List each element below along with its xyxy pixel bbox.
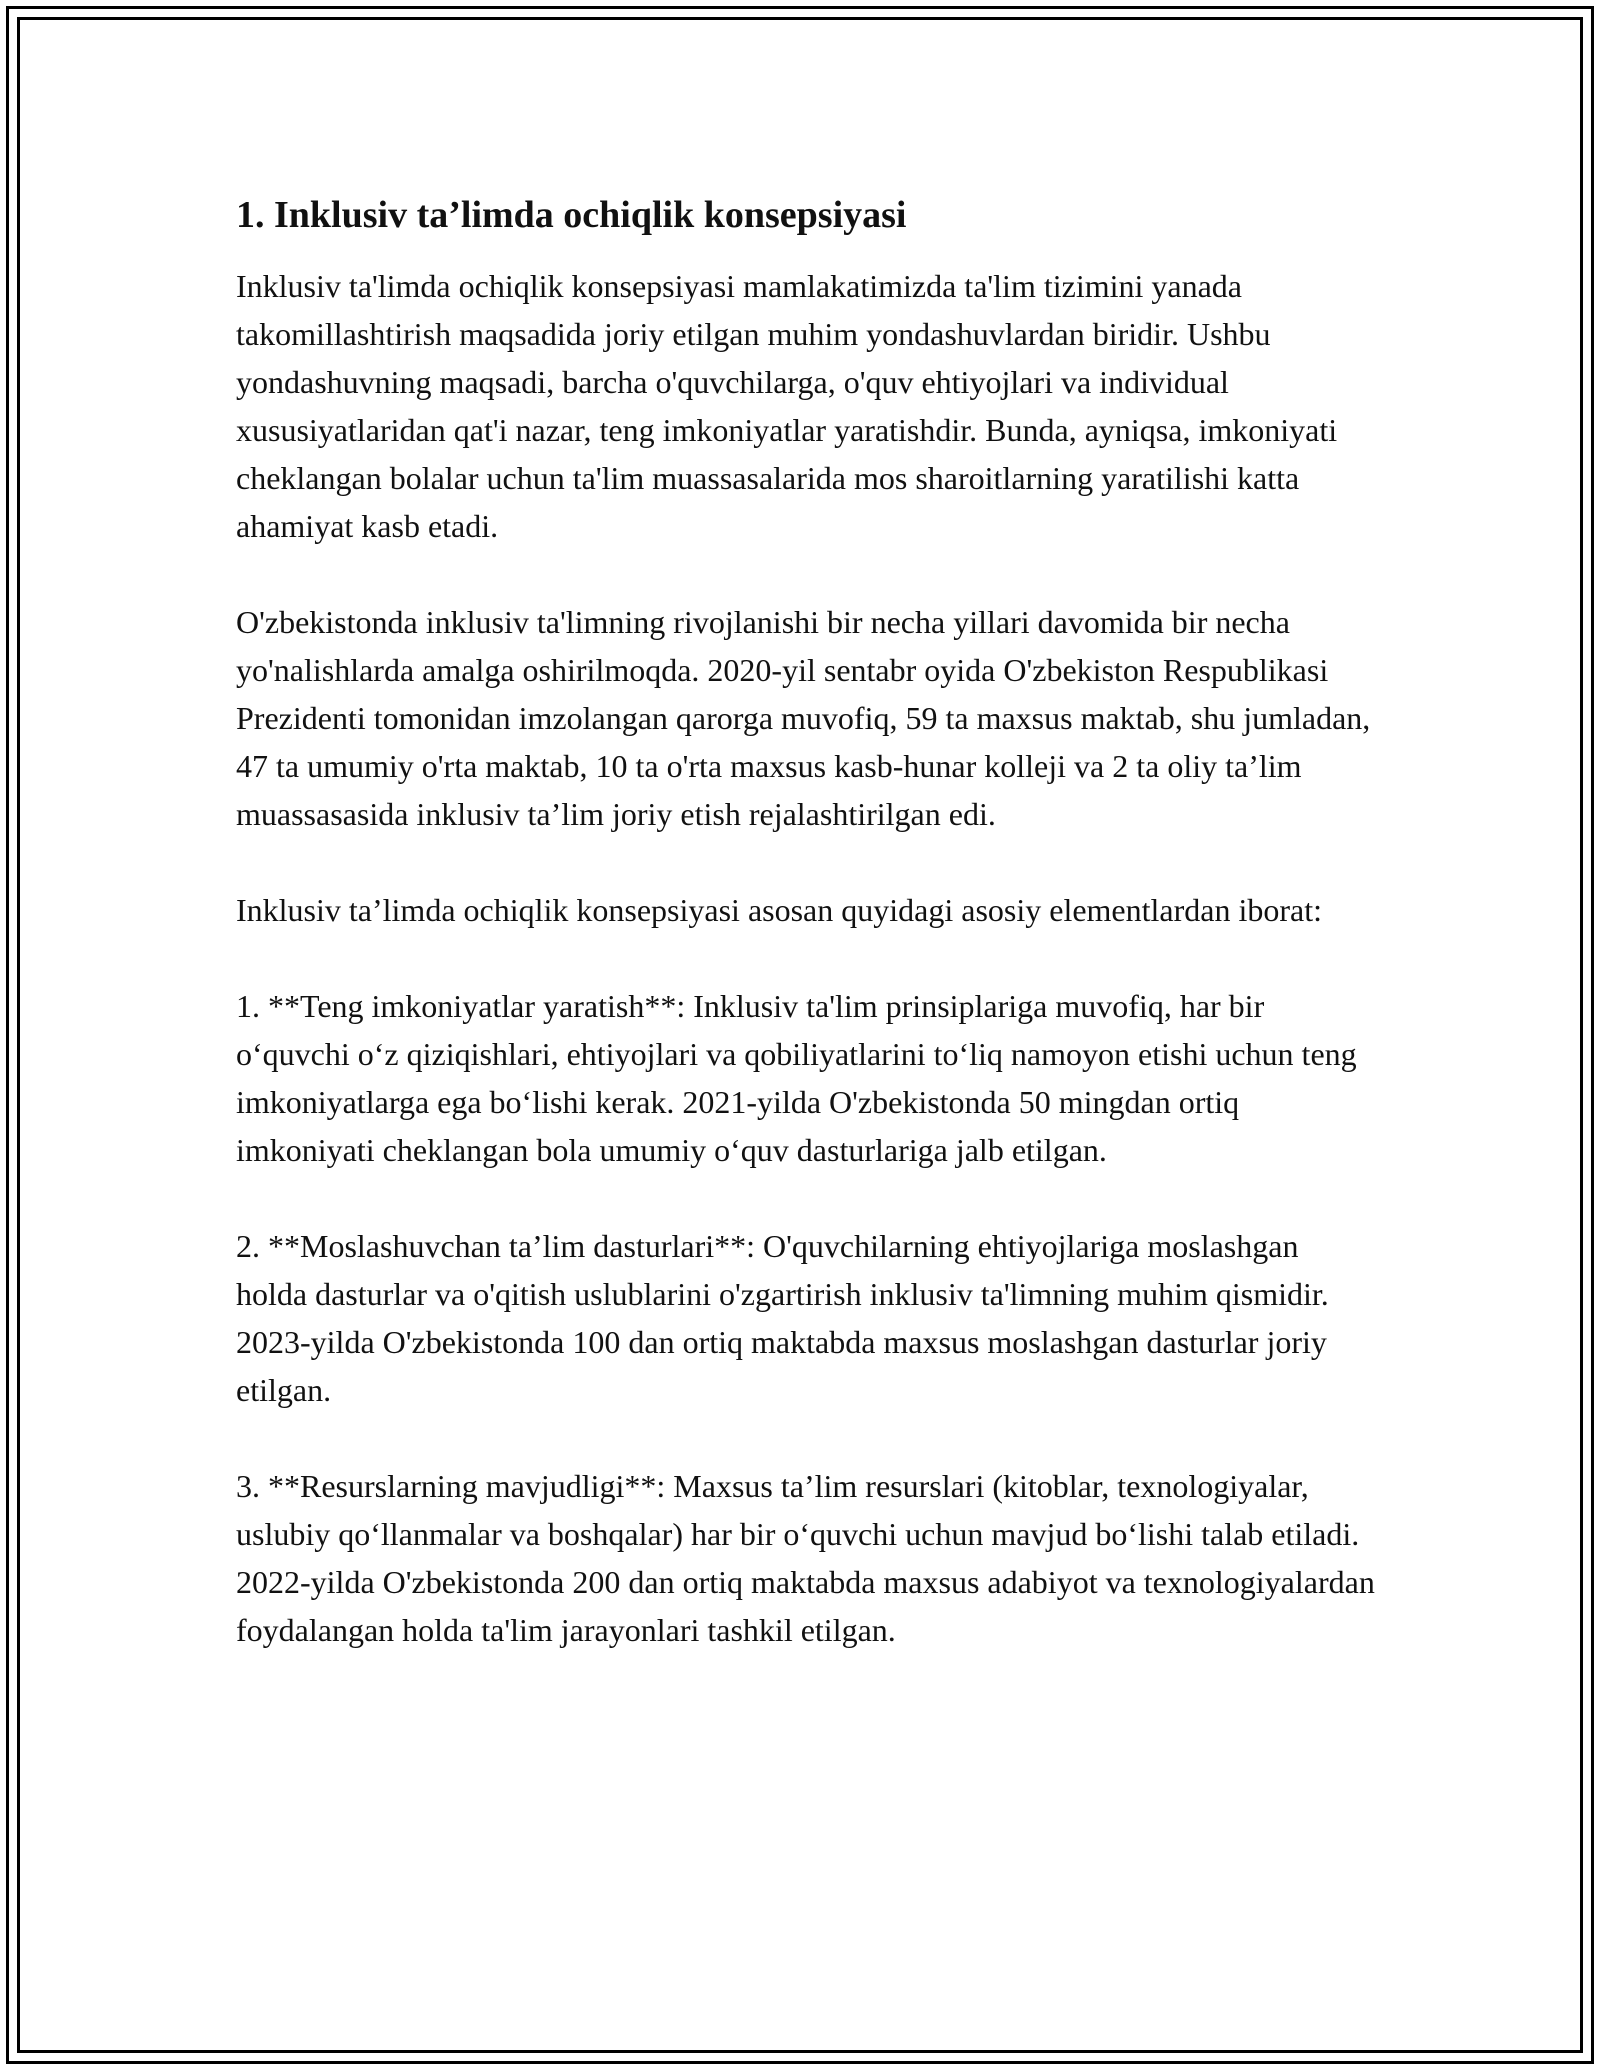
paragraph-elements-intro: Inklusiv ta’limda ochiqlik konsepsiyasi asosan quyidagi asosiy elementlardan iborat: <box>236 892 1322 928</box>
list-item-flexible-programs: 2. **Moslashuvchan ta’lim dasturlari**: O'quvchilarning ehtiyojlariga moslashgan holda dasturlar va o'qitish uslublarini o'zgartirish inklusiv ta'limning muhim qismidir. 2023-yilda O'zbekistonda 100 dan ortiq maktabda maxsus moslashgan dasturlar joriy etilgan. <box>236 1228 1329 1408</box>
document-body <box>236 188 1376 1702</box>
paragraph-intro: Inklusiv ta'limda ochiqlik konsepsiyasi mamlakatimizda ta'lim tizimini yanada takomillashtirish maqsadida joriy etilgan muhim yondashuvlardan biridir. Ushbu yondashuvning maqsadi, barcha o'quvchilarga, o'quv ehtiyojlari va individual xususiyatlaridan qat'i nazar, teng imkoniyatlar yaratishdir. Bunda, ayniqsa, imkoniyati cheklangan bolalar uchun ta'lim muassasalarida mos sharoitlarning yaratilishi katta ahamiyat kasb etadi. <box>236 268 1338 544</box>
section-heading: 1. Inklusiv ta’limda ochiqlik konsepsiyasi <box>236 194 907 236</box>
paragraph-development: O'zbekistonda inklusiv ta'limning rivojlanishi bir necha yillari davomida bir necha yo'nalishlarda amalga oshirilmoqda. 2020-yil sentabr oyida O'zbekiston Respublikasi Prezidenti tomonidan imzolangan qarorga muvofiq, 59 ta maxsus maktab, shu jumladan, 47 ta umumiy o'rta maktab, 10 ta o'rta maxsus kasb-hunar kolleji va 2 ta oliy ta’lim muassasasida inklusiv ta’lim joriy etish rejalashtirilgan edi. <box>236 604 1371 832</box>
list-item-equal-opportunities: 1. **Teng imkoniyatlar yaratish**: Inklusiv ta'lim prinsiplariga muvofiq, har bir o‘quvchi o‘z qiziqishlari, ehtiyojlari va qobiliyatlarini to‘liq namoyon etishi uchun teng imkoniyatlarga ega bo‘lishi kerak. 2021-yilda O'zbekistonda 50 mingdan ortiq imkoniyati cheklangan bola umumiy o‘quv dasturlariga jalb etilgan. <box>236 988 1357 1168</box>
list-item-resources: 3. **Resurslarning mavjudligi**: Maxsus ta’lim resurslari (kitoblar, texnologiyalar, uslubiy qo‘llanmalar va boshqalar) har bir o‘quvchi uchun mavjud bo‘lishi talab etiladi. 2022-yilda O'zbekistonda 200 dan ortiq maktabda maxsus adabiyot va texnologiyalardan foydalangan holda ta'lim jarayonlari tashkil etilgan. <box>236 1468 1375 1648</box>
